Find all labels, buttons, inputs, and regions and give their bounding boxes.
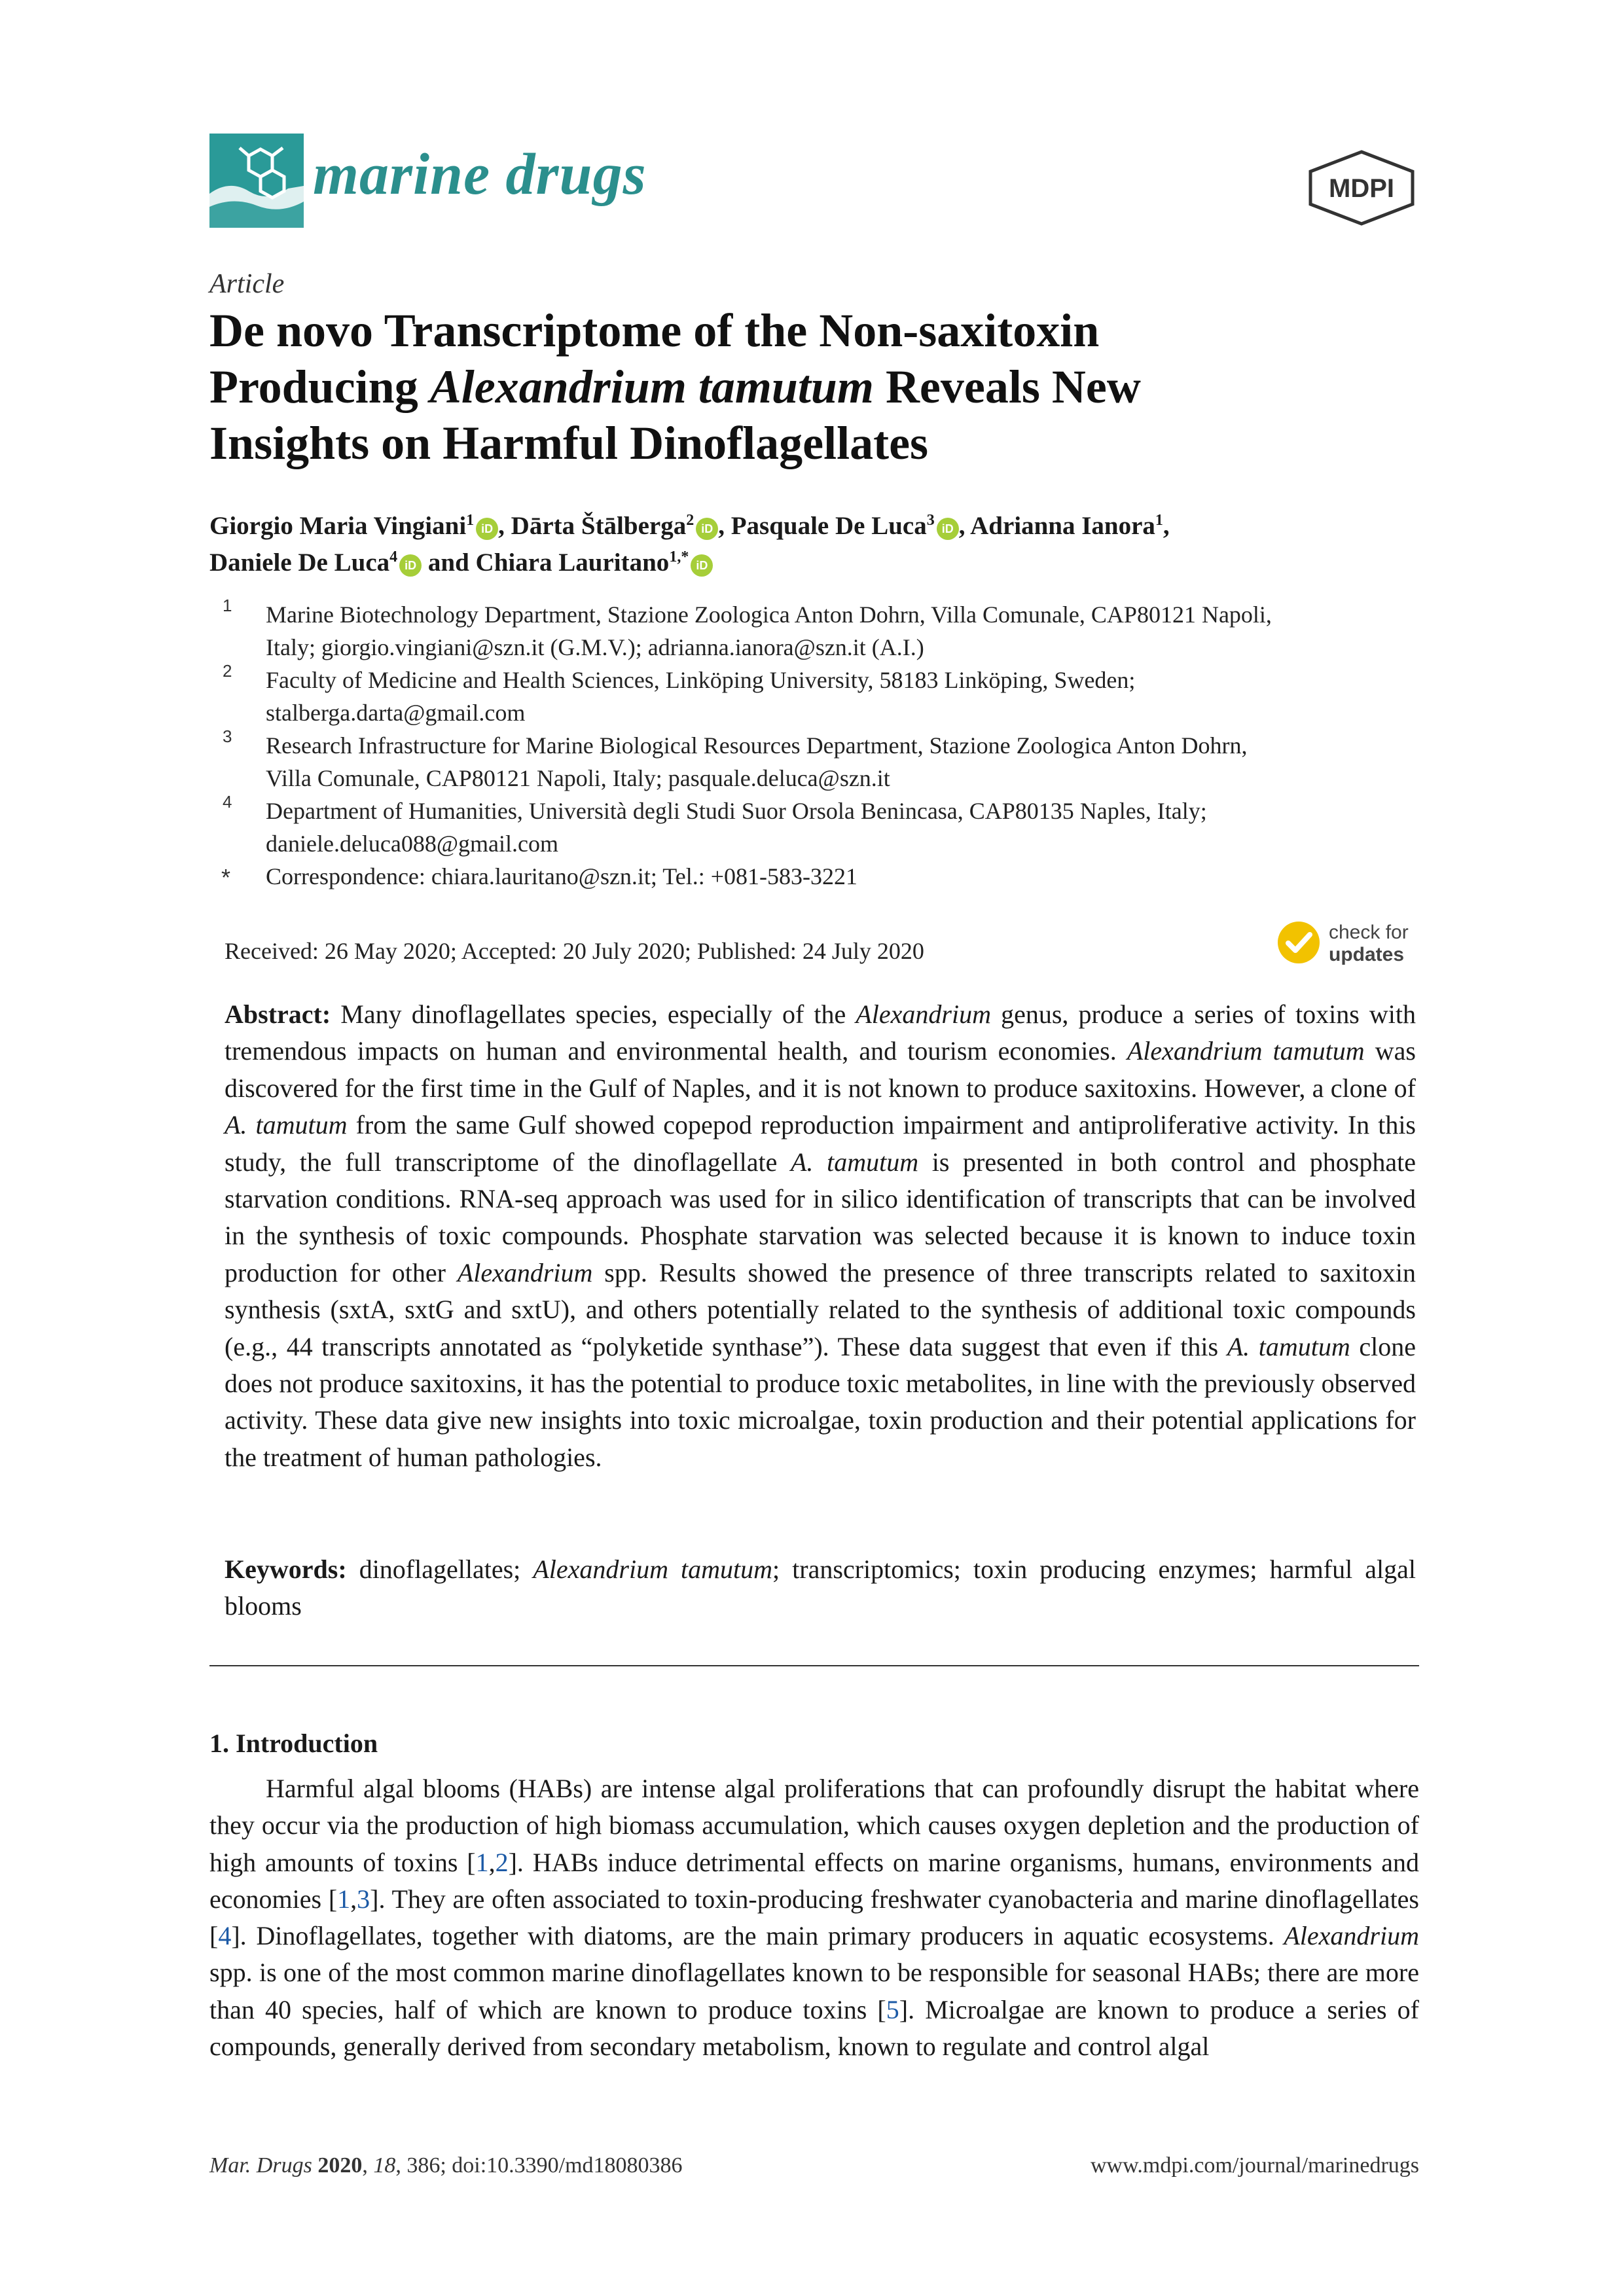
author-affiliation-sup: 1 xyxy=(1155,512,1163,529)
citation-link[interactable]: 3 xyxy=(357,1884,370,1914)
affiliation-text: Department of Humanities, Università degli Studi Suor Orsola Benincasa, CAP80135 Naples, Italy; daniele.deluca088@gmail.com xyxy=(266,798,1207,857)
check-updates-bold: updates xyxy=(1329,944,1405,965)
affiliation-text: Faculty of Medicine and Health Sciences, Linköping University, 58183 Linköping, Sweden; stalberga.darta@gmail.com xyxy=(266,667,1136,726)
affiliation-text: Correspondence: chiara.lauritano@szn.it; Tel.: +081-583-3221 xyxy=(266,863,858,889)
title-line-1: De novo Transcriptome of the Non-saxitoxin xyxy=(209,304,1100,357)
citation-link[interactable]: 1 xyxy=(475,1847,489,1877)
citation-link[interactable]: 5 xyxy=(886,1994,899,2024)
author-separator: , xyxy=(958,512,971,540)
author-name: Daniele De Luca xyxy=(209,548,390,577)
author-affiliation-sup: 1,* xyxy=(669,548,689,565)
affiliation-number: 4 xyxy=(223,792,232,812)
affiliation-text: Research Infrastructure for Marine Biological Resources Department, Stazione Zoologica Anton Dohrn, Villa Comunale, CAP80121 Napoli, Italy; pasquale.deluca@szn.it xyxy=(266,732,1248,791)
affiliation-number: * xyxy=(221,864,231,891)
affiliation-number: 3 xyxy=(223,726,232,746)
section-heading: 1. Introduction xyxy=(209,1729,378,1758)
author-separator: , xyxy=(718,512,731,540)
orcid-icon[interactable]: iD xyxy=(937,518,959,540)
author-name: Dārta Štālberga xyxy=(511,512,687,540)
affiliation-text: Marine Biotechnology Department, Stazione Zoologica Anton Dohrn, Villa Comunale, CAP80121 Napoli, Italy; giorgio.vingiani@szn.it (G.M.V.); adrianna.ianora@szn.it (A.I.) xyxy=(266,601,1272,660)
publication-dates: Received: 26 May 2020; Accepted: 20 July 2020; Published: 24 July 2020 xyxy=(225,938,924,964)
author-name: Adrianna Ianora xyxy=(970,512,1155,540)
journal-logo xyxy=(209,134,304,228)
check-updates-text: check for xyxy=(1329,922,1409,943)
footer-citation: Mar. Drugs 2020, 18, 386; doi:10.3390/md18080386 xyxy=(209,2153,683,2178)
check-for-updates-badge[interactable] xyxy=(1275,916,1432,973)
journal-name: marine drugs xyxy=(313,142,647,207)
author-separator: , xyxy=(498,512,511,540)
abstract xyxy=(225,996,1416,1476)
author-affiliation-sup: 3 xyxy=(926,512,935,529)
footer-journal-url[interactable]: www.mdpi.com/journal/marinedrugs xyxy=(1090,2153,1419,2178)
article-title xyxy=(209,302,1420,471)
orcid-icon[interactable]: iD xyxy=(476,518,498,540)
author-separator: , xyxy=(1163,512,1170,540)
section-divider xyxy=(209,1665,1419,1666)
citation-link[interactable]: 1 xyxy=(337,1884,351,1914)
orcid-icon[interactable]: iD xyxy=(399,554,422,577)
keywords-label: Keywords: xyxy=(225,1554,347,1584)
citation-link[interactable]: 4 xyxy=(218,1921,232,1951)
title-line-2: Producing Alexandrium tamutum Reveals New xyxy=(209,361,1141,413)
author-name: Chiara Lauritano xyxy=(475,548,670,577)
article-type: Article xyxy=(209,269,285,299)
affiliation-number: 1 xyxy=(223,596,232,615)
check-updates-icon xyxy=(1275,919,1322,966)
author-list xyxy=(209,508,1427,581)
author-name: Pasquale De Luca xyxy=(731,512,927,540)
affiliation-number: 2 xyxy=(223,661,232,681)
abstract-label: Abstract: xyxy=(225,999,331,1029)
title-line-3: Insights on Harmful Dinoflagellates xyxy=(209,417,929,469)
author-name: Giorgio Maria Vingiani xyxy=(209,512,467,540)
keywords xyxy=(225,1551,1416,1624)
author-affiliation-sup: 2 xyxy=(686,512,695,529)
orcid-icon[interactable]: iD xyxy=(696,518,718,540)
orcid-icon[interactable]: iD xyxy=(691,554,713,577)
keywords-text: dinoflagellates; Alexandrium tamutum; transcriptomics; toxin producing enzymes; harmful algal blooms xyxy=(225,1554,1416,1621)
citation-link[interactable]: 2 xyxy=(495,1847,509,1877)
abstract-text: Many dinoflagellates species, especially of the Alexandrium genus, produce a series of toxins with tremendous impacts on human and environmental health, and tourism economies. Alexandrium tamutum was discovered for the first time in the Gulf of Naples, and it is not known to produce saxitoxins. However, a clone of A. tamutum from the same Gulf showed copepod reproduction impairment and antiproliferative activity. In this study, the full transcriptome of the dinoflagellate A. tamutum is presented in both control and phosphate starvation conditions. RNA-seq approach was used for in silico identification of transcripts that can be involved in the synthesis of toxic compounds. Phosphate starvation was selected because it is known to induce toxin production for other Alexandrium spp. Results showed the presence of three transcripts related to saxitoxin synthesis (sxtA, sxtG and sxtU), and others potentially related to the synthesis of additional toxic compounds (e.g., 44 transcripts annotated as “polyketide synthase”). These data suggest that even if this A. tamutum clone does not produce saxitoxins, it has the potential to produce toxic metabolites, in line with the previously observed activity. These data give new insights into toxic microalgae, toxin production and their potential applications for the treatment of human pathologies. xyxy=(225,999,1416,1472)
author-affiliation-sup: 1 xyxy=(466,512,475,529)
author-affiliation-sup: 4 xyxy=(389,548,398,565)
publisher-wordmark: MDPI xyxy=(1329,174,1394,203)
mdpi-logo xyxy=(1303,149,1420,226)
author-separator: and xyxy=(422,548,476,577)
introduction-paragraph: Harmful algal blooms (HABs) are intense algal proliferations that can profoundly disrupt the habitat where they occur via the production of high biomass accumulation, which causes oxygen depletion and the production of high amounts of toxins [1,2]. HABs induce detrimental effects on marine organisms, humans, environments and economies [1,3]. They are often associated to toxin-producing freshwater cyanobacteria and marine dinoflagellates [4]. Dinoflagellates, together with diatoms, are the main primary producers in aquatic ecosystems. Alexandrium spp. is one of the most common marine dinoflagellates known to be responsible for seasonal HABs; there are more than 40 species, half of which are known to produce toxins [5]. Microalgae are known to produce a series of compounds, generally derived from secondary metabolism, known to regulate and control algal xyxy=(209,1774,1419,2062)
